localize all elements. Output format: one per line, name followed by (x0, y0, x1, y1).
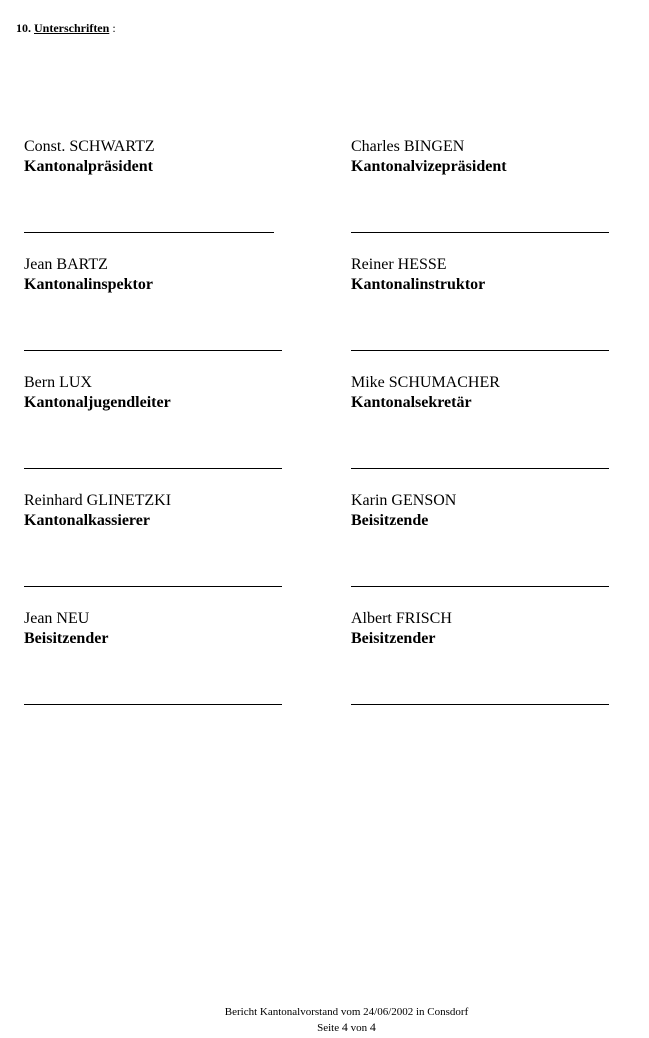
signatory-name: Reiner HESSE (351, 256, 447, 273)
signatory-role: Kantonalkassierer (24, 512, 150, 529)
signatory-role: Beisitzender (351, 630, 436, 647)
signature-line (24, 350, 282, 351)
footer-report-title: Bericht Kantonalvorstand vom 24/06/2002 in Consdorf (224, 1006, 469, 1018)
signature-line (351, 232, 609, 233)
signature-block-assessor-frisch (351, 609, 611, 649)
signatory-name: Charles BINGEN (351, 138, 465, 155)
signatory-name: Albert FRISCH (351, 610, 452, 627)
signature-line (351, 586, 609, 587)
signature-block-inspector (24, 255, 284, 295)
signature-block-treasurer (24, 491, 284, 531)
signatory-name: Mike SCHUMACHER (351, 374, 500, 391)
signature-block-assessor-neu (24, 609, 284, 649)
signatory-name: Const. SCHWARTZ (24, 138, 155, 155)
signatory-name: Bern LUX (24, 374, 92, 391)
signature-line (24, 468, 282, 469)
signature-line (351, 468, 609, 469)
signatory-name: Jean BARTZ (24, 256, 108, 273)
signature-block-secretary (351, 373, 611, 413)
page-prefix: Seite (317, 1022, 340, 1034)
signatory-role: Beisitzende (351, 512, 429, 529)
signatory-role: Kantonalinstruktor (351, 276, 486, 293)
section-number: 10. (16, 21, 31, 35)
signatory-name: Karin GENSON (351, 492, 457, 509)
signature-line (351, 350, 609, 351)
signature-block-instructor (351, 255, 611, 295)
signature-line (351, 704, 609, 705)
signature-block-youth-leader (24, 373, 284, 413)
signatory-name: Reinhard GLINETZKI (24, 492, 172, 509)
page-footer (0, 1005, 649, 1036)
signature-block-president (24, 137, 284, 177)
signatory-role: Beisitzender (24, 630, 109, 647)
page-current: 4 (341, 1020, 348, 1034)
page-total: 4 (369, 1020, 376, 1034)
section-colon: : (112, 21, 116, 35)
signature-block-assessor-genson (351, 491, 611, 531)
signatory-role: Kantonaljugendleiter (24, 394, 171, 411)
section-title: Unterschriften (34, 21, 110, 35)
footer-page-number (0, 1020, 649, 1036)
section-heading (16, 21, 116, 36)
signatory-role: Kantonalvizepräsident (351, 158, 507, 175)
signature-block-vice-president (351, 137, 611, 177)
signature-line (24, 586, 282, 587)
page-separator: von (350, 1022, 368, 1034)
signature-line (24, 232, 274, 233)
signatory-name: Jean NEU (24, 610, 90, 627)
signatory-role: Kantonalpräsident (24, 158, 153, 175)
signatory-role: Kantonalsekretär (351, 394, 472, 411)
signatory-role: Kantonalinspektor (24, 276, 153, 293)
signature-line (24, 704, 282, 705)
